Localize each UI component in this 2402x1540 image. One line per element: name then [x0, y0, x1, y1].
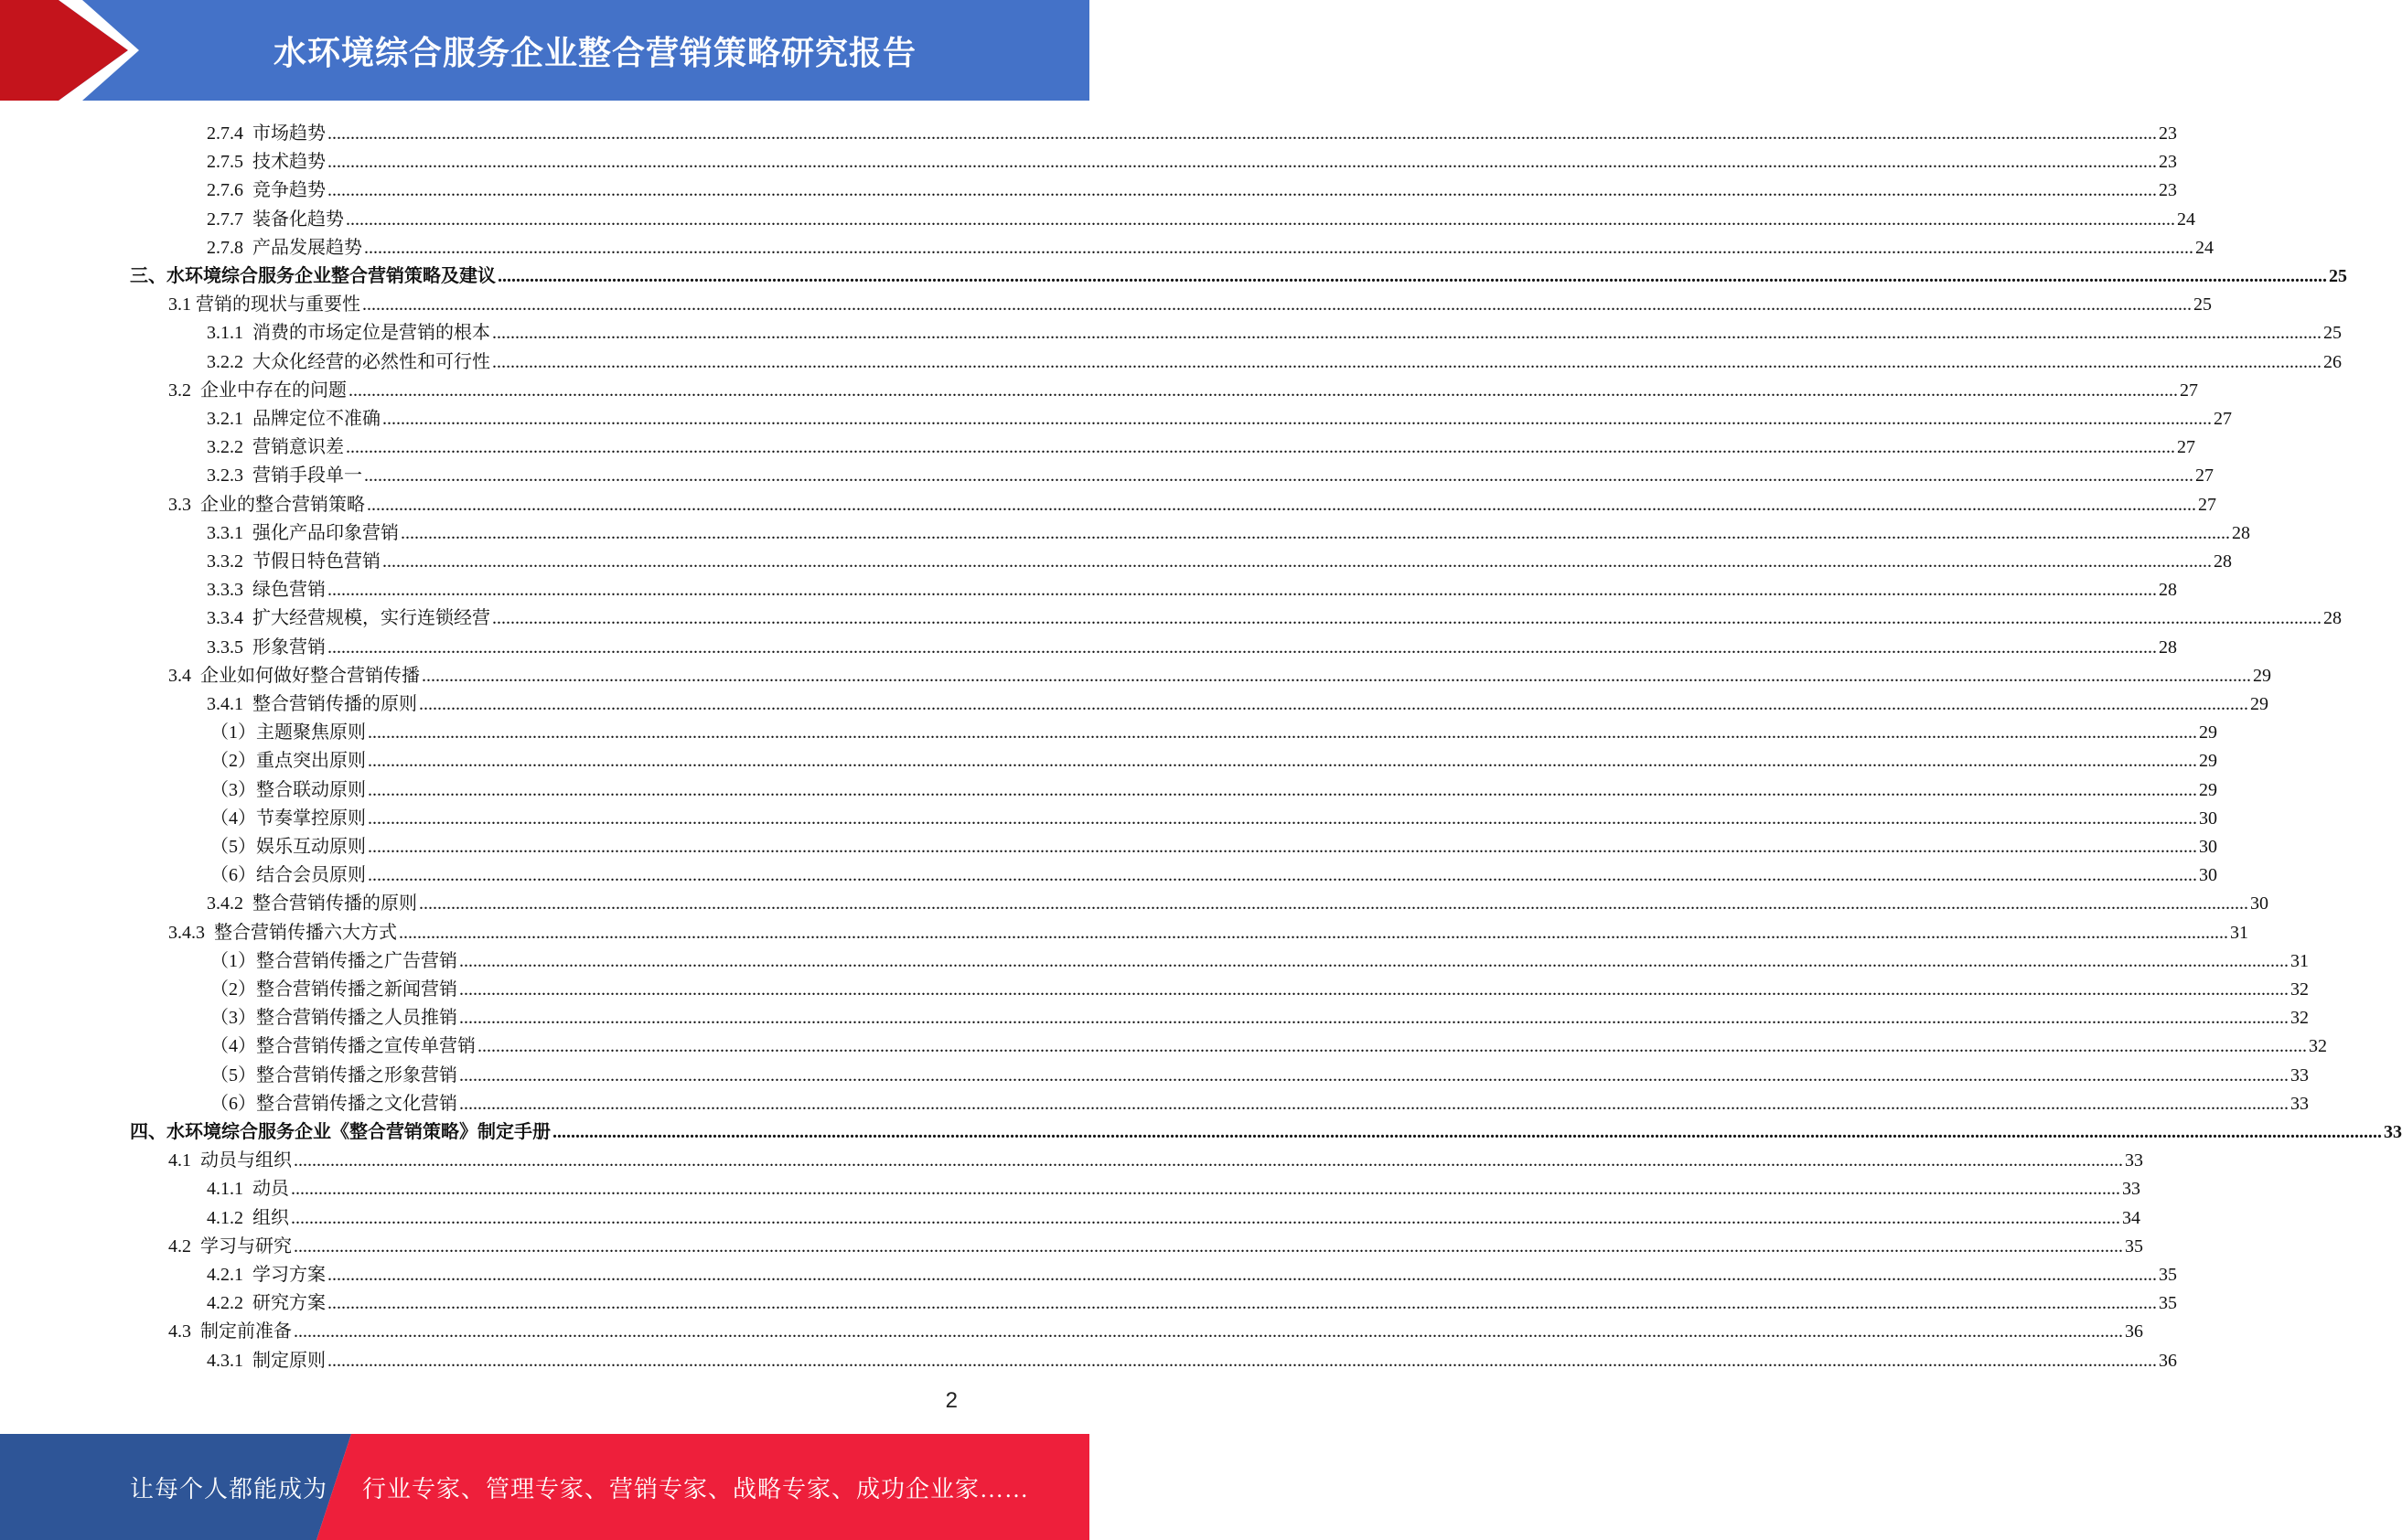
- toc-entry[interactable]: [207, 601, 2342, 629]
- toc-entry-title: （4）整合营销传播之宣传单营销: [210, 1036, 476, 1057]
- toc-entry-page: 28: [2323, 608, 2342, 629]
- footer-slogan-left: 让每个人都能成为: [130, 1475, 328, 1503]
- toc-leader-dots: ................................................................................................................................................................................................................................................................................................................................................................................................................: [367, 494, 2196, 515]
- toc-leader-dots: ................................................................................................................................................................................................................................................................................................................................................................................................................: [459, 950, 2289, 971]
- toc-entry[interactable]: [210, 1086, 2309, 1115]
- toc-entry-title: 3.3.2 节假日特色营销: [207, 551, 381, 572]
- toc-entry[interactable]: [207, 886, 2268, 914]
- toc-entry[interactable]: [168, 487, 2216, 516]
- toc-leader-dots: ................................................................................................................................................................................................................................................................................................................................................................................................................: [368, 837, 2197, 857]
- toc-entry-title: 3.1 营销的现状与重要性: [168, 294, 360, 315]
- toc-entry[interactable]: [207, 173, 2177, 201]
- toc-entry-page: 27: [2198, 494, 2216, 515]
- toc-entry-title: 2.7.7 装备化趋势: [207, 209, 344, 230]
- toc-entry-page: 26: [2323, 351, 2342, 372]
- toc-entry[interactable]: [207, 345, 2342, 373]
- toc-entry-title: 4.3.1 制定原则: [207, 1350, 326, 1371]
- toc-entry-page: 23: [2159, 123, 2177, 144]
- toc-entry[interactable]: [168, 658, 2271, 687]
- toc-leader-dots: ................................................................................................................................................................................................................................................................................................................................................................................................................: [382, 551, 2212, 572]
- toc-entry-title: 三、水环境综合服务企业整合营销策略及建议: [130, 266, 496, 286]
- toc-leader-dots: ................................................................................................................................................................................................................................................................................................................................................................................................................: [459, 979, 2289, 1000]
- toc-entry[interactable]: [130, 1115, 2402, 1143]
- toc-entry[interactable]: [207, 630, 2177, 658]
- toc-leader-dots: ................................................................................................................................................................................................................................................................................................................................................................................................................: [492, 323, 2322, 344]
- toc-entry[interactable]: [207, 144, 2177, 173]
- toc-entry[interactable]: [130, 259, 2347, 287]
- toc-entry-title: （4）节奏掌控原则: [210, 807, 366, 829]
- toc-entry-page: 30: [2250, 893, 2268, 914]
- toc-leader-dots: ................................................................................................................................................................................................................................................................................................................................................................................................................: [552, 1122, 2382, 1142]
- toc-leader-dots: ................................................................................................................................................................................................................................................................................................................................................................................................................: [459, 1093, 2289, 1114]
- toc-entry-title: 3.2.2 大众化经营的必然性和可行性: [207, 351, 490, 372]
- toc-entry-page: 28: [2214, 551, 2232, 572]
- footer-slogan-right: 行业专家、管理专家、营销专家、战略专家、成功企业家……: [362, 1475, 1030, 1503]
- toc-entry[interactable]: [207, 516, 2250, 544]
- toc-entry-page: 25: [2329, 266, 2347, 286]
- toc-entry-page: 29: [2199, 751, 2217, 772]
- toc-entry-page: 31: [2230, 922, 2248, 943]
- toc-entry-page: 34: [2122, 1207, 2140, 1228]
- toc-entry-page: 31: [2290, 950, 2309, 971]
- toc-leader-dots: ................................................................................................................................................................................................................................................................................................................................................................................................................: [364, 237, 2193, 258]
- toc-leader-dots: ................................................................................................................................................................................................................................................................................................................................................................................................................: [459, 1008, 2289, 1029]
- toc-entry-page: 25: [2323, 323, 2342, 344]
- toc-entry-page: 30: [2199, 807, 2217, 829]
- toc-leader-dots: ................................................................................................................................................................................................................................................................................................................................................................................................................: [327, 1293, 2157, 1314]
- toc-leader-dots: ................................................................................................................................................................................................................................................................................................................................................................................................................: [327, 152, 2157, 173]
- toc-entry[interactable]: [207, 1286, 2177, 1314]
- toc-leader-dots: ................................................................................................................................................................................................................................................................................................................................................................................................................: [498, 266, 2327, 286]
- page-number: 2: [945, 1388, 958, 1413]
- toc-leader-dots: ................................................................................................................................................................................................................................................................................................................................................................................................................: [346, 209, 2175, 230]
- toc-entry[interactable]: [207, 315, 2342, 344]
- toc-leader-dots: ................................................................................................................................................................................................................................................................................................................................................................................................................: [477, 1036, 2307, 1057]
- toc-entry-page: 28: [2159, 580, 2177, 601]
- toc-entry[interactable]: [207, 202, 2195, 230]
- toc-entry[interactable]: [207, 544, 2232, 572]
- toc-leader-dots: ................................................................................................................................................................................................................................................................................................................................................................................................................: [294, 1150, 2123, 1171]
- toc-entry[interactable]: [210, 1058, 2309, 1086]
- toc-entry-title: 四、水环境综合服务企业《整合营销策略》制定手册: [130, 1122, 551, 1142]
- toc-entry[interactable]: [207, 687, 2268, 715]
- toc-entry[interactable]: [168, 1314, 2143, 1342]
- toc-entry-title: 3.4.2 整合营销传播的原则: [207, 893, 417, 914]
- toc-entry-title: （2）重点突出原则: [210, 751, 366, 772]
- toc-leader-dots: ................................................................................................................................................................................................................................................................................................................................................................................................................: [349, 380, 2178, 401]
- toc-entry-title: 3.4.3 整合营销传播六大方式: [168, 922, 397, 943]
- toc-entry-title: 4.2 学习与研究: [168, 1235, 292, 1257]
- toc-entry[interactable]: [207, 572, 2177, 601]
- toc-entry-page: 27: [2195, 465, 2214, 487]
- toc-leader-dots: ................................................................................................................................................................................................................................................................................................................................................................................................................: [327, 180, 2157, 201]
- toc-entry-page: 32: [2309, 1036, 2327, 1057]
- toc-leader-dots: ................................................................................................................................................................................................................................................................................................................................................................................................................: [368, 865, 2197, 886]
- toc-entry-title: 4.1.2 组织: [207, 1207, 289, 1228]
- toc-entry[interactable]: [207, 1343, 2177, 1372]
- toc-entry[interactable]: [210, 829, 2217, 858]
- toc-entry[interactable]: [210, 944, 2309, 972]
- toc-entry-page: 29: [2199, 779, 2217, 800]
- toc-entry-page: 29: [2199, 722, 2217, 743]
- toc-entry-title: （2）整合营销传播之新闻营销: [210, 979, 457, 1000]
- toc-leader-dots: ................................................................................................................................................................................................................................................................................................................................................................................................................: [401, 522, 2230, 543]
- toc-entry[interactable]: [210, 1000, 2309, 1029]
- toc-entry-title: （3）整合联动原则: [210, 779, 366, 800]
- toc-leader-dots: ................................................................................................................................................................................................................................................................................................................................................................................................................: [294, 1321, 2123, 1342]
- toc-entry-title: 3.3.3 绿色营销: [207, 580, 326, 601]
- toc-entry[interactable]: [210, 715, 2217, 743]
- toc-leader-dots: ................................................................................................................................................................................................................................................................................................................................................................................................................: [368, 751, 2197, 772]
- toc-entry-title: 3.3.5 形象营销: [207, 636, 326, 658]
- toc-entry-title: 3.2.2 营销意识差: [207, 437, 344, 458]
- toc-entry[interactable]: [210, 773, 2217, 801]
- report-title: 水环境综合服务企业整合营销策略研究报告: [273, 34, 917, 72]
- toc-entry-page: 25: [2193, 294, 2212, 315]
- toc-entry[interactable]: [207, 1201, 2140, 1229]
- toc-entry-page: 33: [2290, 1093, 2309, 1114]
- toc-entry-page: 24: [2195, 237, 2214, 258]
- toc-entry-page: 30: [2199, 865, 2217, 886]
- toc-entry-page: 35: [2125, 1235, 2143, 1257]
- toc-leader-dots: ................................................................................................................................................................................................................................................................................................................................................................................................................: [459, 1064, 2289, 1085]
- toc-entry-title: （6）结合会员原则: [210, 865, 366, 886]
- toc-entry-page: 35: [2159, 1265, 2177, 1285]
- toc-leader-dots: ................................................................................................................................................................................................................................................................................................................................................................................................................: [492, 608, 2322, 629]
- toc-entry-page: 29: [2253, 665, 2271, 686]
- toc-entry[interactable]: [168, 1143, 2143, 1171]
- toc-entry-title: （6）整合营销传播之文化营销: [210, 1093, 457, 1114]
- toc-entry-page: 27: [2214, 409, 2232, 429]
- toc-entry-page: 27: [2177, 437, 2195, 458]
- toc-leader-dots: ................................................................................................................................................................................................................................................................................................................................................................................................................: [382, 409, 2212, 429]
- toc-leader-dots: ................................................................................................................................................................................................................................................................................................................................................................................................................: [422, 665, 2251, 686]
- toc-entry-title: （1）整合营销传播之广告营销: [210, 950, 457, 971]
- toc-entry-page: 32: [2290, 979, 2309, 1000]
- toc-entry[interactable]: [210, 972, 2309, 1000]
- toc-entry[interactable]: [210, 1029, 2327, 1057]
- toc-leader-dots: ................................................................................................................................................................................................................................................................................................................................................................................................................: [327, 636, 2157, 658]
- toc-leader-dots: ................................................................................................................................................................................................................................................................................................................................................................................................................: [291, 1179, 2120, 1200]
- toc-entry-title: 3.4.1 整合营销传播的原则: [207, 694, 417, 714]
- toc-entry-title: 4.3 制定前准备: [168, 1321, 292, 1342]
- toc-entry[interactable]: [207, 1257, 2177, 1286]
- page-footer: [0, 1434, 1089, 1540]
- toc-entry[interactable]: [207, 1171, 2140, 1200]
- toc-entry-title: 2.7.8 产品发展趋势: [207, 237, 362, 258]
- toc-entry-page: 27: [2180, 380, 2198, 401]
- toc-entry-title: （3）整合营销传播之人员推销: [210, 1008, 457, 1029]
- toc-entry-title: 3.2.1 品牌定位不准确: [207, 409, 381, 429]
- toc-entry-page: 24: [2177, 209, 2195, 230]
- toc-entry[interactable]: [210, 801, 2217, 829]
- toc-leader-dots: ................................................................................................................................................................................................................................................................................................................................................................................................................: [419, 893, 2248, 914]
- toc-entry[interactable]: [168, 287, 2212, 315]
- toc-entry-page: 30: [2199, 837, 2217, 857]
- toc-entry-title: （1）主题聚焦原则: [210, 722, 366, 743]
- toc-entry-page: 28: [2232, 522, 2250, 543]
- toc-leader-dots: ................................................................................................................................................................................................................................................................................................................................................................................................................: [368, 722, 2197, 743]
- toc-leader-dots: ................................................................................................................................................................................................................................................................................................................................................................................................................: [492, 351, 2322, 372]
- toc-entry[interactable]: [207, 401, 2232, 430]
- toc-entry-title: 3.4 企业如何做好整合营销传播: [168, 665, 420, 686]
- page-header: [0, 0, 1089, 101]
- toc-entry-title: 4.2.2 研究方案: [207, 1293, 326, 1314]
- toc-entry-page: 36: [2125, 1321, 2143, 1342]
- toc-entry-title: 4.1.1 动员: [207, 1179, 289, 1200]
- toc-leader-dots: ................................................................................................................................................................................................................................................................................................................................................................................................................: [327, 1265, 2157, 1285]
- toc-entry[interactable]: [210, 858, 2217, 886]
- toc-entry-title: 4.1 动员与组织: [168, 1150, 292, 1171]
- toc-entry-page: 35: [2159, 1293, 2177, 1314]
- toc-entry-page: 32: [2290, 1008, 2309, 1029]
- toc-entry[interactable]: [168, 915, 2248, 944]
- toc-entry-page: 29: [2250, 694, 2268, 714]
- toc-entry-title: 2.7.5 技术趋势: [207, 152, 326, 173]
- toc-entry-title: 3.2 企业中存在的问题: [168, 380, 347, 401]
- toc-leader-dots: ................................................................................................................................................................................................................................................................................................................................................................................................................: [399, 922, 2228, 943]
- toc-entry[interactable]: [210, 743, 2217, 772]
- toc-leader-dots: ................................................................................................................................................................................................................................................................................................................................................................................................................: [291, 1207, 2120, 1228]
- toc-entry-page: 23: [2159, 180, 2177, 201]
- toc-entry[interactable]: [207, 458, 2214, 487]
- toc-entry-title: 3.3.1 强化产品印象营销: [207, 522, 399, 543]
- toc-entry-title: 4.2.1 学习方案: [207, 1265, 326, 1285]
- toc-entry-title: （5）整合营销传播之形象营销: [210, 1064, 457, 1085]
- toc-entry[interactable]: [207, 116, 2177, 144]
- toc-entry-page: 36: [2159, 1350, 2177, 1371]
- toc-entry-page: 28: [2159, 636, 2177, 658]
- toc-entry[interactable]: [168, 373, 2198, 401]
- toc-entry[interactable]: [168, 1229, 2143, 1257]
- toc-entry-page: 33: [2384, 1122, 2402, 1142]
- toc-entry-page: 23: [2159, 152, 2177, 173]
- toc-entry-page: 33: [2125, 1150, 2143, 1171]
- toc-entry[interactable]: [207, 430, 2195, 458]
- toc-leader-dots: ................................................................................................................................................................................................................................................................................................................................................................................................................: [327, 580, 2157, 601]
- toc-entry-title: 3.2.3 营销手段单一: [207, 465, 362, 487]
- toc-entry-title: 2.7.4 市场趋势: [207, 123, 326, 144]
- toc-leader-dots: ................................................................................................................................................................................................................................................................................................................................................................................................................: [346, 437, 2175, 458]
- toc-entry-title: 2.7.6 竞争趋势: [207, 180, 326, 201]
- toc-entry-page: 33: [2122, 1179, 2140, 1200]
- toc-leader-dots: ................................................................................................................................................................................................................................................................................................................................................................................................................: [294, 1235, 2123, 1257]
- toc-leader-dots: ................................................................................................................................................................................................................................................................................................................................................................................................................: [364, 465, 2193, 487]
- toc-entry-title: 3.1.1 消费的市场定位是营销的根本: [207, 323, 490, 344]
- toc-leader-dots: ................................................................................................................................................................................................................................................................................................................................................................................................................: [368, 779, 2197, 800]
- toc-leader-dots: ................................................................................................................................................................................................................................................................................................................................................................................................................: [327, 1350, 2157, 1371]
- toc-leader-dots: ................................................................................................................................................................................................................................................................................................................................................................................................................: [362, 294, 2192, 315]
- toc-entry-title: （5）娱乐互动原则: [210, 837, 366, 857]
- toc-leader-dots: ................................................................................................................................................................................................................................................................................................................................................................................................................: [327, 123, 2157, 144]
- toc-entry[interactable]: [207, 230, 2214, 259]
- toc-entry-title: 3.3 企业的整合营销策略: [168, 494, 365, 515]
- toc-entry-title: 3.3.4 扩大经营规模，实行连锁经营: [207, 608, 490, 629]
- toc-entry-page: 33: [2290, 1064, 2309, 1085]
- toc-leader-dots: ................................................................................................................................................................................................................................................................................................................................................................................................................: [419, 694, 2248, 714]
- toc-leader-dots: ................................................................................................................................................................................................................................................................................................................................................................................................................: [368, 807, 2197, 829]
